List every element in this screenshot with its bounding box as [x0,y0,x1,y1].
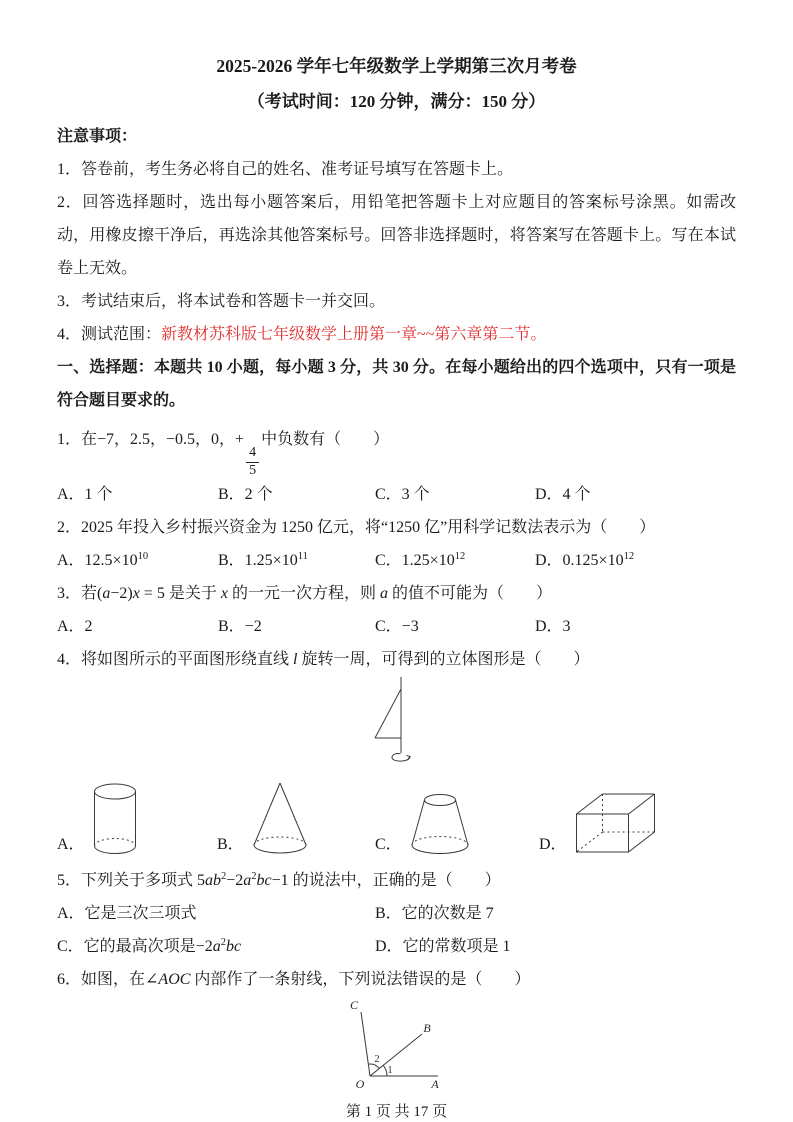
question-5-stem: 5．下列关于多项式 $5ab^2-2a^2bc-1$ 的说法中，正确的是（ ） [57,871,501,890]
q4-option-a-label: A． [57,836,85,854]
label-angle-1: 1 [387,1065,393,1077]
q4-option-c-label: C． [375,836,402,854]
question-4-options [57,770,736,858]
q2-option-a: A．$12.5\times 10^{10}$ [57,551,149,570]
q5-option-b: B．它的次数是 7 [375,905,494,923]
label-c: C [349,998,359,1013]
q4-option-a [57,782,138,856]
note-item-2: 2．回答选择题时，选出每小题答案后，用铅笔把答题卡上对应题目的答案标号涂黑。如需改动，用橡皮擦干净后，再选涂其他答案标号。回答非选择题时，将答案写在答题卡上。写在本试卷上无效。 [57,194,736,277]
page-subtitle: （考试时间：120 分钟，满分：150 分） [247,92,546,111]
q3-option-d: D．3 [535,618,571,636]
q1-option-a: A．1 个 [57,486,113,504]
q1-option-b: B．2 个 [218,486,273,504]
q4-option-b [217,780,309,856]
q3-option-a: A．2 [57,618,93,636]
question-5-options-row-1 [57,897,736,930]
q1-option-d: D．4 个 [535,486,591,504]
q5-option-d: D．它的常数项是 1 [375,938,511,956]
question-1-stem: 1．在−7，2.5，−0.5，0，+ $\frac{4}{5}$ 中负数有（ ） [57,431,390,478]
notes-heading: 注意事项： [57,128,138,145]
question-4-figure [57,676,736,770]
label-a: A [431,1077,439,1092]
section-1-heading: 一、选择题：本题共 10 小题，每小题 3 分，共 30 分。在每小题给出的四个选项中，只有一项是符合题目要求的。 [57,359,736,409]
rotation-axis-figure [365,676,427,770]
angle-aoc-figure [327,998,459,1091]
note-item-4 [57,318,736,351]
question-4-stem: 4．将如图所示的平面图形绕直线 l 旋转一周，可得到的立体图形是（ ） [57,651,590,669]
q5-option-c: C．它的最高次项是$-2a^2bc$ [57,937,242,956]
q5-option-a: A．它是三次三项式 [57,905,197,923]
question-2-stem: 2．2025 年投入乡村振兴资金为 1250 亿元，将“1250 亿”用科学记数法表示为（ ） [57,519,656,537]
question-5-options-row-2 [57,930,736,963]
question-6-stem: 6．如图，在∠AOC 内部作了一条射线，下列说法错误的是（ ） [57,971,531,989]
q2-option-d: D．$0.125\times 10^{12}$ [535,551,635,570]
note-item-4-label: 4．测试范围： [57,326,162,343]
note-item-3: 3．考试结束后，将本试卷和答题卡一并交回。 [57,293,386,310]
question-2-options [57,544,736,577]
cuboid-figure [574,790,658,856]
q4-option-d [539,790,658,856]
q2-option-c: C．$1.25\times 10^{12}$ [375,551,466,570]
cylinder-figure [92,782,138,856]
label-angle-2: 2 [374,1054,380,1066]
q4-option-c [375,792,471,856]
note-item-1: 1．答卷前，考生务必将自己的姓名、准考证号填写在答题卡上。 [57,161,514,178]
question-6-figure [57,998,736,1091]
page-title: 2025-2026 学年七年级数学上学期第三次月考卷 [216,56,577,76]
q2-option-b: B．$1.25\times 10^{11}$ [218,551,308,570]
q1-option-c: C．3 个 [375,486,430,504]
q3-option-b: B．−2 [218,618,262,636]
label-b: B [423,1021,431,1036]
question-3-options [57,610,736,643]
cone-figure [251,780,309,856]
q4-option-b-label: B． [217,836,244,854]
q3-option-c: C．−3 [375,618,419,636]
page-footer: 第 1 页 共 17 页 [345,1104,448,1121]
frustum-figure [409,792,471,856]
label-o: O [355,1077,365,1092]
question-3-stem: 3．若(a−2)x = 5 是关于 x 的一元一次方程，则 a 的值不可能为（ ） [57,585,552,603]
question-1-options [57,478,736,511]
test-scope-text: 新教材苏科版七年级数学上册第一章~~第六章第二节。 [161,326,547,343]
q4-option-d-label: D． [539,836,567,854]
